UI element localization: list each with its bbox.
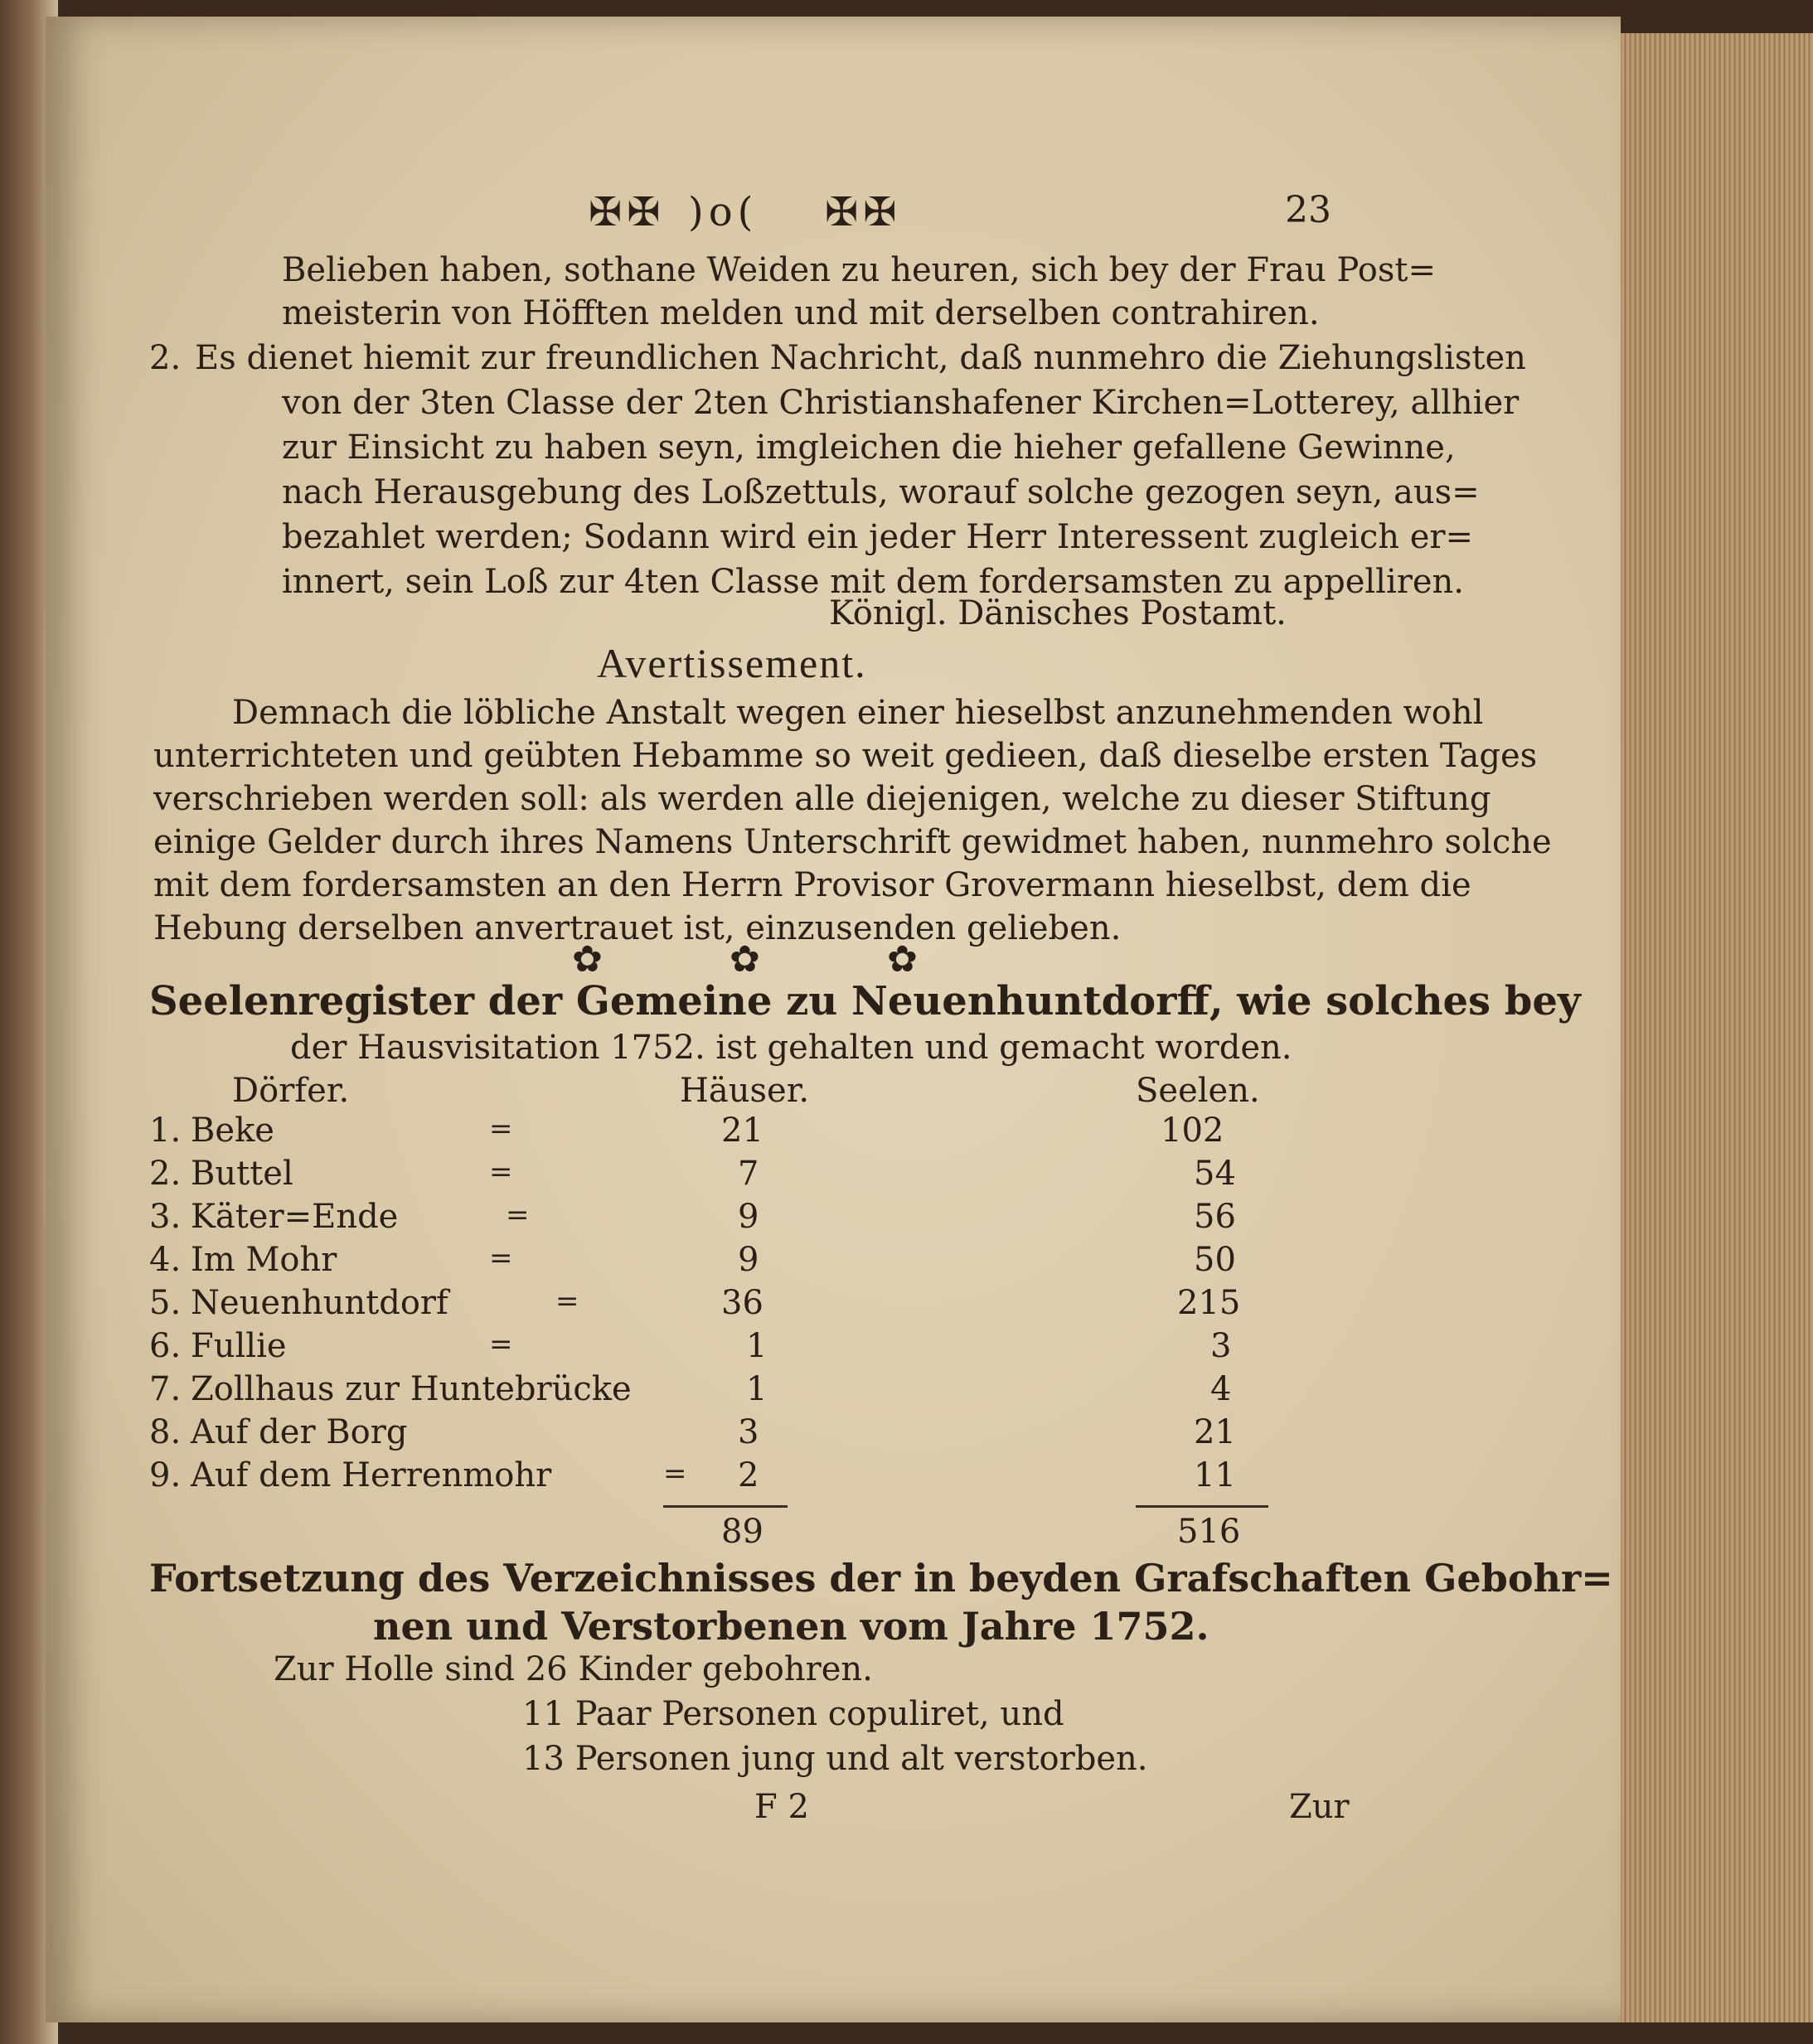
total-souls: 516: [1177, 1513, 1241, 1551]
houses-value: 1: [746, 1327, 768, 1365]
houses-value: 1: [746, 1370, 768, 1408]
signature-mark: F 2: [754, 1788, 809, 1826]
continuation-title: Fortsetzung des Verzeichnisses der in beyden Grafschaften Gebohr=: [149, 1556, 1613, 1601]
notice2-number: 2.: [149, 339, 182, 377]
village-name: Neuenhuntdorf: [191, 1284, 448, 1322]
notice1-line: meisterin von Höfften melden und mit derselben contrahiren.: [282, 294, 1320, 332]
column-header-houses: Häuser.: [680, 1072, 810, 1110]
houses-value: 9: [738, 1198, 759, 1236]
houses-value: 3: [738, 1413, 759, 1451]
row-number: 6.: [149, 1327, 182, 1365]
row-number: 5.: [149, 1284, 182, 1322]
houses-value: 9: [738, 1241, 759, 1279]
ditto-mark: =: [555, 1285, 579, 1318]
notice2-signature: Königl. Dänisches Postamt.: [829, 594, 1287, 632]
notice2-line: nach Herausgebung des Loßzettuls, worauf solche gezogen seyn, aus=: [282, 473, 1480, 511]
village-name: Im Mohr: [191, 1241, 337, 1279]
ornament-left: ✠✠: [589, 189, 666, 235]
souls-value: 102: [1161, 1112, 1224, 1150]
row-number: 1.: [149, 1112, 182, 1150]
ditto-mark: =: [663, 1457, 687, 1490]
catchword: Zur: [1289, 1788, 1350, 1826]
notice2-line: von der 3ten Classe der 2ten Christianshafener Kirchen=Lotterey, allhier: [282, 384, 1520, 422]
row-number: 7.: [149, 1370, 182, 1408]
flower-ornament: ✿: [887, 938, 918, 981]
row-number: 3.: [149, 1198, 182, 1236]
village-name: Fullie: [191, 1327, 287, 1365]
village-name: Beke: [191, 1112, 274, 1150]
row-number: 9.: [149, 1456, 182, 1494]
column-header-souls: Seelen.: [1136, 1072, 1260, 1110]
avertissement-heading: Avertissement.: [597, 640, 867, 686]
village-name: Buttel: [191, 1155, 293, 1193]
ditto-mark: =: [489, 1242, 513, 1275]
flower-ornament: ✿: [572, 938, 603, 981]
houses-value: 7: [738, 1155, 759, 1193]
village-name: Käter=Ende: [191, 1198, 399, 1236]
souls-value: 56: [1194, 1198, 1236, 1236]
ditto-mark: =: [489, 1155, 513, 1189]
ditto-mark: =: [506, 1199, 530, 1232]
avertissement-line: verschrieben werden soll: als werden alle diejenigen, welche zu dieser Stiftung: [153, 780, 1491, 818]
notice2-line: innert, sein Loß zur 4ten Classe mit dem fordersamsten zu appelliren.: [282, 563, 1465, 601]
houses-value: 21: [721, 1112, 763, 1150]
notice2-line: zur Einsicht zu haben seyn, imgleichen die hieher gefallene Gewinne,: [282, 429, 1456, 467]
village-name: Zollhaus zur Huntebrücke: [191, 1370, 632, 1408]
souls-value: 11: [1194, 1456, 1236, 1494]
souls-value: 4: [1210, 1370, 1232, 1408]
souls-value: 50: [1194, 1241, 1236, 1279]
avertissement-line: Demnach die löbliche Anstalt wegen einer hieselbst anzunehmenden wohl: [232, 694, 1484, 732]
register-title: Seelenregister der Gemeine zu Neuenhuntdorff, wie solches bey: [149, 978, 1581, 1024]
avertissement-line: unterrichteten und geübten Hebamme so weit gedieen, daß dieselbe ersten Tages: [153, 737, 1538, 775]
notice1-line: Belieben haben, sothane Weiden zu heuren, sich bey der Frau Post=: [282, 251, 1436, 289]
ditto-mark: =: [489, 1112, 513, 1146]
souls-value: 54: [1194, 1155, 1236, 1193]
avertissement-line: Hebung derselben anvertrauet ist, einzusenden gelieben.: [153, 909, 1122, 947]
village-name: Auf der Borg: [191, 1413, 408, 1451]
souls-value: 3: [1210, 1327, 1232, 1365]
ornament-right: ✠✠: [825, 189, 902, 235]
book-page-edges: [1603, 33, 1813, 2022]
column-header-villages: Dörfer.: [232, 1072, 350, 1110]
continuation-title-line2: nen und Verstorbenen vom Jahre 1752.: [373, 1604, 1209, 1649]
flower-ornament: ✿: [730, 938, 760, 981]
houses-value: 2: [738, 1456, 759, 1494]
village-name: Auf dem Herrenmohr: [191, 1456, 552, 1494]
sum-rule-houses: [663, 1505, 788, 1508]
row-number: 8.: [149, 1413, 182, 1451]
avertissement-line: mit dem fordersamsten an den Herrn Provisor Grovermann hieselbst, dem die: [153, 866, 1471, 904]
notice2-line: bezahlet werden; Sodann wird ein jeder Herr Interessent zugleich er=: [282, 518, 1474, 556]
ornament-center: )o(: [688, 189, 759, 235]
row-number: 2.: [149, 1155, 182, 1193]
souls-value: 21: [1194, 1413, 1236, 1451]
continuation-line: 13 Personen jung und alt verstorben.: [522, 1740, 1148, 1778]
page-number: 23: [1285, 189, 1331, 231]
souls-value: 215: [1177, 1284, 1241, 1322]
continuation-line: Zur Holle sind 26 Kinder gebohren.: [274, 1650, 873, 1688]
avertissement-line: einige Gelder durch ihres Namens Unterschrift gewidmet haben, nunmehro solche: [153, 823, 1552, 861]
total-houses: 89: [721, 1513, 763, 1551]
running-header: [589, 189, 1335, 239]
continuation-line: 11 Paar Personen copuliret, und: [522, 1695, 1064, 1733]
ditto-mark: =: [489, 1328, 513, 1361]
sum-rule-souls: [1136, 1505, 1268, 1508]
register-subtitle: der Hausvisitation 1752. ist gehalten und gemacht worden.: [290, 1029, 1292, 1067]
row-number: 4.: [149, 1241, 182, 1279]
houses-value: 36: [721, 1284, 763, 1322]
notice2-line: Es dienet hiemit zur freundlichen Nachricht, daß nunmehro die Ziehungslisten: [195, 339, 1526, 377]
